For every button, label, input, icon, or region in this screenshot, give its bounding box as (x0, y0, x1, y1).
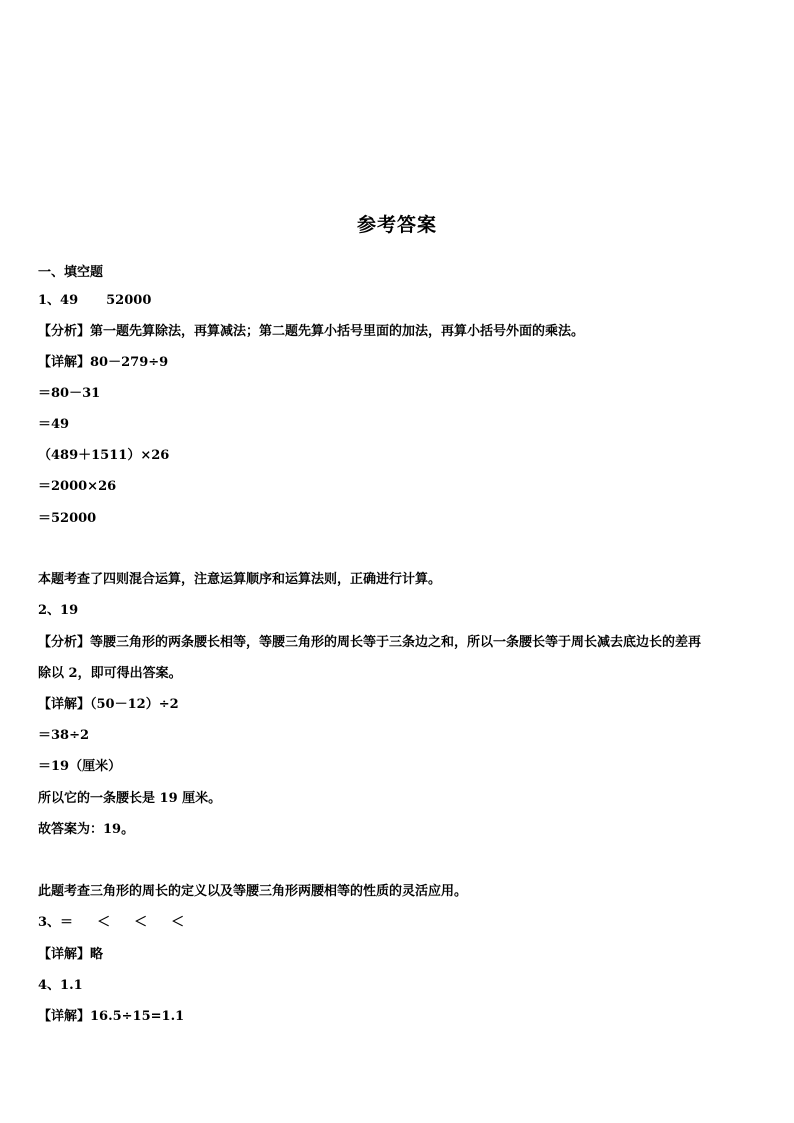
q1-step-2: ＝80－31 (38, 386, 101, 401)
q2-step-3: ＝19（厘米） (38, 759, 122, 774)
q3-answer-4: ＜ (171, 915, 185, 930)
q1-step-3: ＝49 (38, 417, 70, 432)
q1-step-4: （489＋1511）×26 (38, 448, 170, 463)
q2-detail-label: 【详解】 (38, 697, 91, 712)
page-title: 参考答案 (356, 214, 437, 236)
q1-step-1-text: 80－279÷9 (90, 355, 169, 370)
q3-answer-line (38, 914, 184, 932)
q1-step-1 (38, 354, 168, 372)
q2-comment: 此题考查三角形的周长的定义以及等腰三角形两腰相等的性质的灵活应用。 (38, 884, 468, 899)
q2-analysis-1: 【分析】等腰三角形的两条腰长相等，等腰三角形的周长等于三条边之和，所以一条腰长等于周长减去底边长的差再 (38, 635, 702, 650)
q1-answer-a: 49 (60, 293, 79, 308)
q2-final: 故答案为：19。 (38, 822, 135, 837)
q2-step-1 (38, 696, 179, 714)
q4-answer-line (38, 977, 83, 995)
q2-number: 2、 (38, 603, 61, 618)
q1-comment: 本题考查了四则混合运算，注意运算顺序和运算法则，正确进行计算。 (38, 572, 442, 587)
q1-step-5: ＝2000×26 (38, 479, 117, 494)
q1-step-6: ＝52000 (38, 511, 97, 526)
q1-number: 1、 (38, 293, 61, 308)
q3-number: 3、 (38, 915, 61, 930)
q2-step-2: ＝38÷2 (38, 728, 90, 743)
q2-conclusion: 所以它的一条腰长是 19 厘米。 (38, 791, 222, 806)
q3-answer-1: ＝ (60, 915, 74, 930)
q1-answer-b: 52000 (106, 293, 152, 308)
q2-step-1-text: （50－12）÷2 (90, 697, 179, 712)
q1-detail-label: 【详解】 (38, 355, 91, 370)
section-heading: 一、填空题 (38, 265, 104, 280)
q4-answer: 1.1 (60, 978, 83, 993)
q1-analysis: 【分析】第一题先算除法，再算减法；第二题先算小括号里面的加法，再算小括号外面的乘法。 (38, 324, 585, 339)
q3-answer-3: ＜ (134, 915, 148, 930)
q2-analysis-2: 除以 2，即可得出答案。 (38, 666, 182, 681)
q3-answer-2: ＜ (97, 915, 111, 930)
q4-detail: 【详解】16.5÷15=1.1 (38, 1009, 185, 1024)
q1-answer-line (38, 292, 151, 310)
q4-number: 4、 (38, 978, 61, 993)
q2-answer: 19 (60, 603, 79, 618)
q2-answer-line (38, 602, 78, 620)
q3-detail: 【详解】略 (38, 947, 104, 962)
